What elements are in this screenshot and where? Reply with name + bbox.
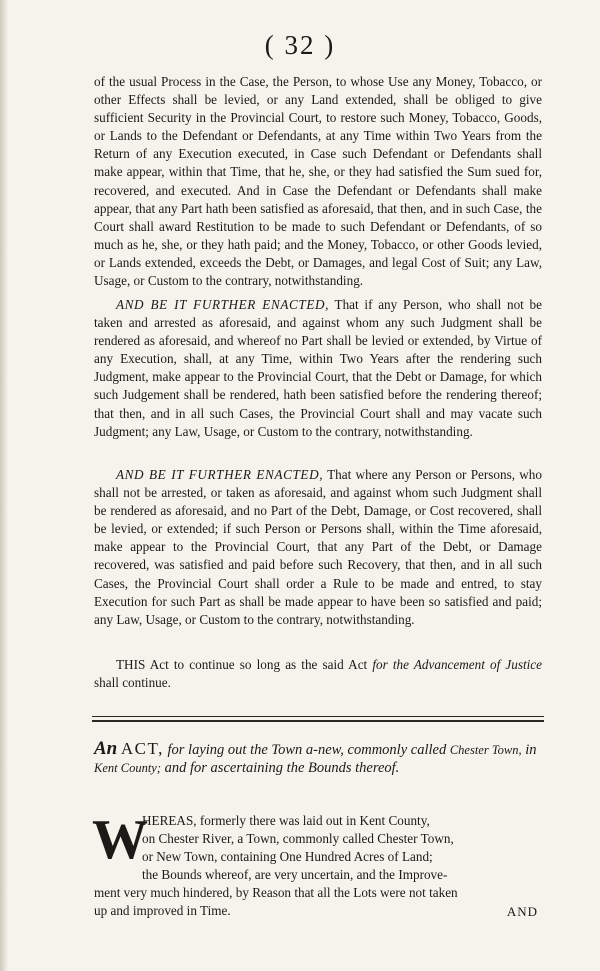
act-title-an: An [94, 738, 118, 759]
act-title-part-a: for laying out the Town a-new, commonly called [167, 742, 447, 758]
enacted-lead: AND BE IT FURTHER ENACTED, [116, 467, 324, 482]
divider-rule-thick [92, 720, 544, 722]
continuance-text-a: THIS Act to continue so long as the said Act [116, 657, 368, 672]
act-title-part-b: and for ascertaining the Bounds thereof. [164, 760, 400, 776]
whereas-line: ment very much hindered, by Reason that all the Lots were not taken [94, 885, 458, 901]
page-number: ( 32 ) [264, 30, 336, 60]
drop-cap-letter: W [92, 809, 148, 871]
whereas-line: on Chester River, a Town, commonly called Chester Town, [142, 831, 454, 847]
paragraph-enacted-2 [94, 466, 542, 629]
paragraph-continuance [94, 656, 542, 692]
whereas-line: the Bounds whereof, are very uncertain, and the Improve- [142, 867, 448, 883]
act-title-act: ACT, [120, 739, 164, 758]
act-title [94, 740, 542, 777]
paragraph-enacted-1 [94, 296, 542, 441]
act-title-in: in [525, 742, 537, 758]
divider-rule-thin [92, 716, 544, 717]
act-title-county: Kent County; [94, 761, 162, 775]
continuance-text-c: shall continue. [94, 675, 171, 691]
paragraph-whereas [92, 809, 542, 921]
page-edge-shadow [0, 0, 8, 971]
whereas-line: HEREAS, formerly there was laid out in Kent County, [142, 813, 430, 828]
continuance-act-name: for the Advancement of Justice [372, 657, 542, 672]
paragraph-body: That if any Person, who shall not be taken and arrested as aforesaid, and against whom any such Judgment shall be rendered as aforesaid, and whereof no Part shall be levied or extended, by Virtue of any Execution, shall, at any Time, within Two Years after the rendering such Judgment, make appear to the Provincial Court, that the Debt or Damage, for which such Judgement shall be rendered, hath been satisfied before the rendering thereof; that then, and in all such Cases, the Provincial Court shall and may vacate such Judgment; any Law, Usage, or Custom to the contrary, notwithstanding. [94, 297, 543, 439]
enacted-lead: AND BE IT FURTHER ENACTED, [116, 297, 330, 312]
paragraph-continuation: of the usual Process in the Case, the Person, to whose Use any Money, Tobacco, or other Effects shall be levied, or any Land extended, shall be obliged to give sufficient Security in the Provincial Court, to restore such Money, Tobacco, Goods, or Lands to the Defendant or Defendants, at any Time within Two Years from the Return of any Execution executed, in Case such Defendant or Defendants shall make appear, within that Time, that he, she, or they had satisfied the Sum sued for, recovered, and executed. And in Case the Defendant or Defendants shall make appear, that any Part hath been satisfied as aforesaid, that then, and in such Case, the Court shall award Restitution to be made to such Defendant or Defendants, of so much as he, she, or they hath paid; and the Money, Tobacco, or other Goods levied, or Lands extended, exceeds the Debt, or Damages, and legal Cost of Suit; any Law, Usage, or Custom to the contrary, notwithstanding. [94, 74, 542, 289]
catchword: AND [506, 904, 538, 919]
paragraph-body: That where any Person or Persons, who shall not be arrested, or taken as aforesaid, and against whom such Judgment shall be rendered as aforesaid, and no Part of the Debt, Damage, or Cost recovered, shall be levied, or extended; if such Person or Persons shall, within the Time aforesaid, make appear to the Provincial Court, that any Part of the Debt, or Damage recovered, was satisfied and paid before such Recovery, that then, and in all such Cases, the Provincial Court shall order a Rule to be made and entred, to stay Execution for such Part as shall be made appear to have been so satisfied and paid; any Law, Usage, or Custom to the contrary, notwithstanding. [94, 467, 542, 627]
act-title-town: Chester Town, [449, 743, 522, 757]
whereas-line: or New Town, containing One Hundred Acres of Land; [142, 849, 433, 865]
whereas-line: up and improved in Time. [94, 903, 231, 919]
